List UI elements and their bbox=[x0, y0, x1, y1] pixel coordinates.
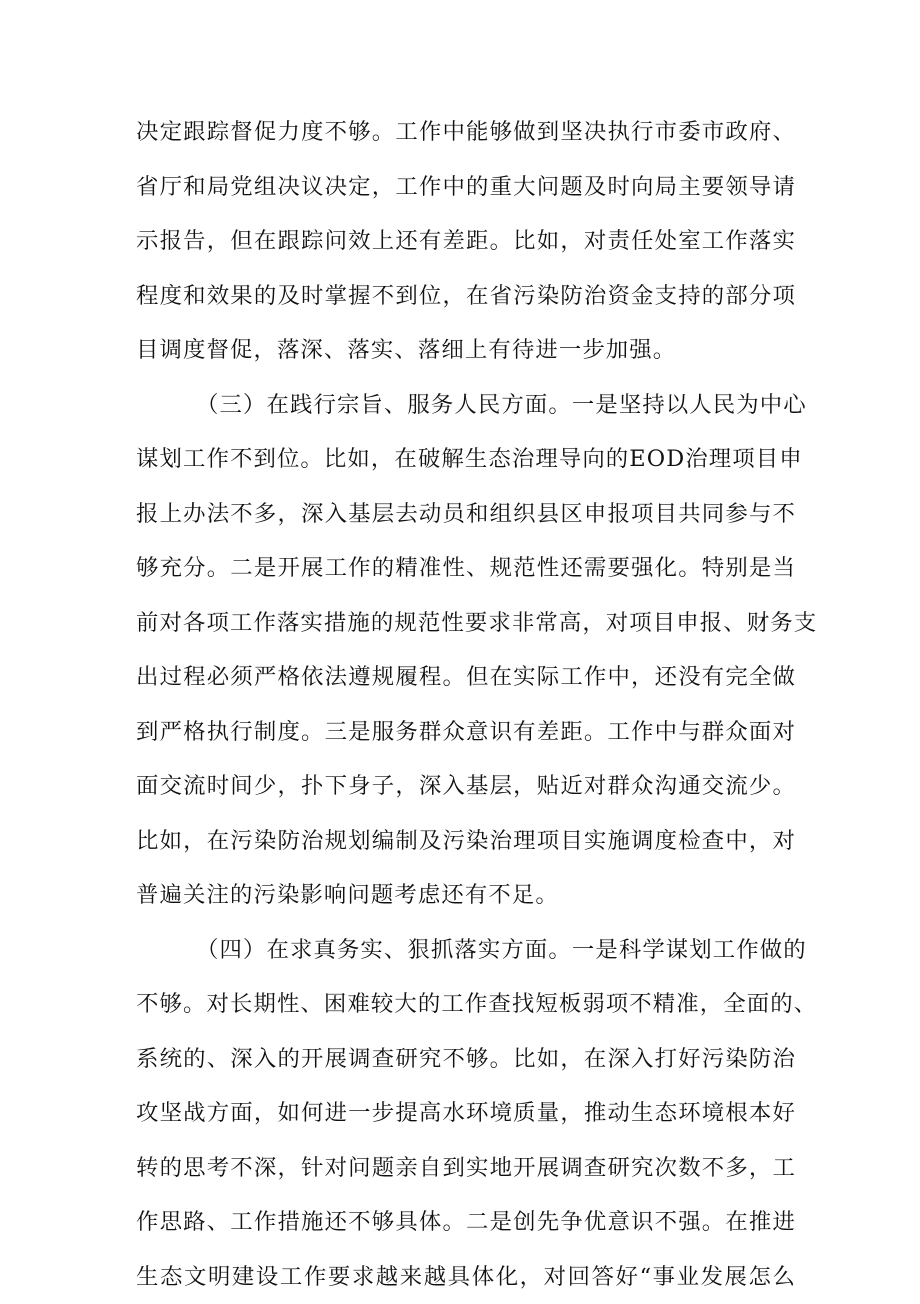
text-line: 转的思考不深，针对问题亲自到实地开展调查研究次数不多，工 bbox=[136, 1141, 796, 1196]
section-three-heading-line: （三）在践行宗旨、服务人民方面。一是坚持以人民为中心 bbox=[136, 378, 796, 433]
text-line: 系统的、深入的开展调查研究不够。比如，在深入打好污染防治 bbox=[136, 1032, 796, 1087]
text-line: 示报告，但在跟踪问效上还有差距。比如，对责任处室工作落实 bbox=[136, 214, 796, 269]
text-line: 到严格执行制度。三是服务群众意识有差距。工作中与群众面对 bbox=[136, 705, 796, 760]
text-line: 决定跟踪督促力度不够。工作中能够做到坚决执行市委市政府、 bbox=[136, 105, 796, 160]
text-line: 省厅和局党组决议决定，工作中的重大问题及时向局主要领导请 bbox=[136, 160, 796, 215]
section-four-heading-line: （四）在求真务实、狠抓落实方面。一是科学谋划工作做的 bbox=[136, 923, 796, 978]
text-line: 程度和效果的及时掌握不到位，在省污染防治资金支持的部分项 bbox=[136, 269, 796, 324]
text-line: 不够。对长期性、困难较大的工作查找短板弱项不精准，全面的、 bbox=[136, 977, 796, 1032]
text-line: 前对各项工作落实措施的规范性要求非常高，对项目申报、财务支 bbox=[136, 596, 796, 651]
text-line: 报上办法不多，深入基层去动员和组织县区申报项目共同参与不 bbox=[136, 487, 796, 542]
text-line: 普遍关注的污染影响问题考虑还有不足。 bbox=[136, 868, 796, 923]
text-line: 作思路、工作措施还不够具体。二是创先争优意识不强。在推进 bbox=[136, 1195, 796, 1250]
text-line: 攻坚战方面，如何进一步提高水环境质量，推动生态环境根本好 bbox=[136, 1086, 796, 1141]
text-line: 比如，在污染防治规划编制及污染治理项目实施调度检查中，对 bbox=[136, 814, 796, 869]
text-line: 生态文明建设工作要求越来越具体化，对回答好“事业发展怎么 bbox=[136, 1250, 796, 1304]
text-line: 目调度督促，落深、落实、落细上有待进一步加强。 bbox=[136, 323, 796, 378]
text-line: 面交流时间少，扑下身子，深入基层，贴近对群众沟通交流少。 bbox=[136, 759, 796, 814]
text-line: 谋划工作不到位。比如，在破解生态治理导向的EOD治理项目申 bbox=[136, 432, 796, 487]
document-body bbox=[136, 105, 796, 1304]
text-line: 够充分。二是开展工作的精准性、规范性还需要强化。特别是当 bbox=[136, 541, 796, 596]
text-line: 出过程必须严格依法遵规履程。但在实际工作中，还没有完全做 bbox=[136, 650, 796, 705]
